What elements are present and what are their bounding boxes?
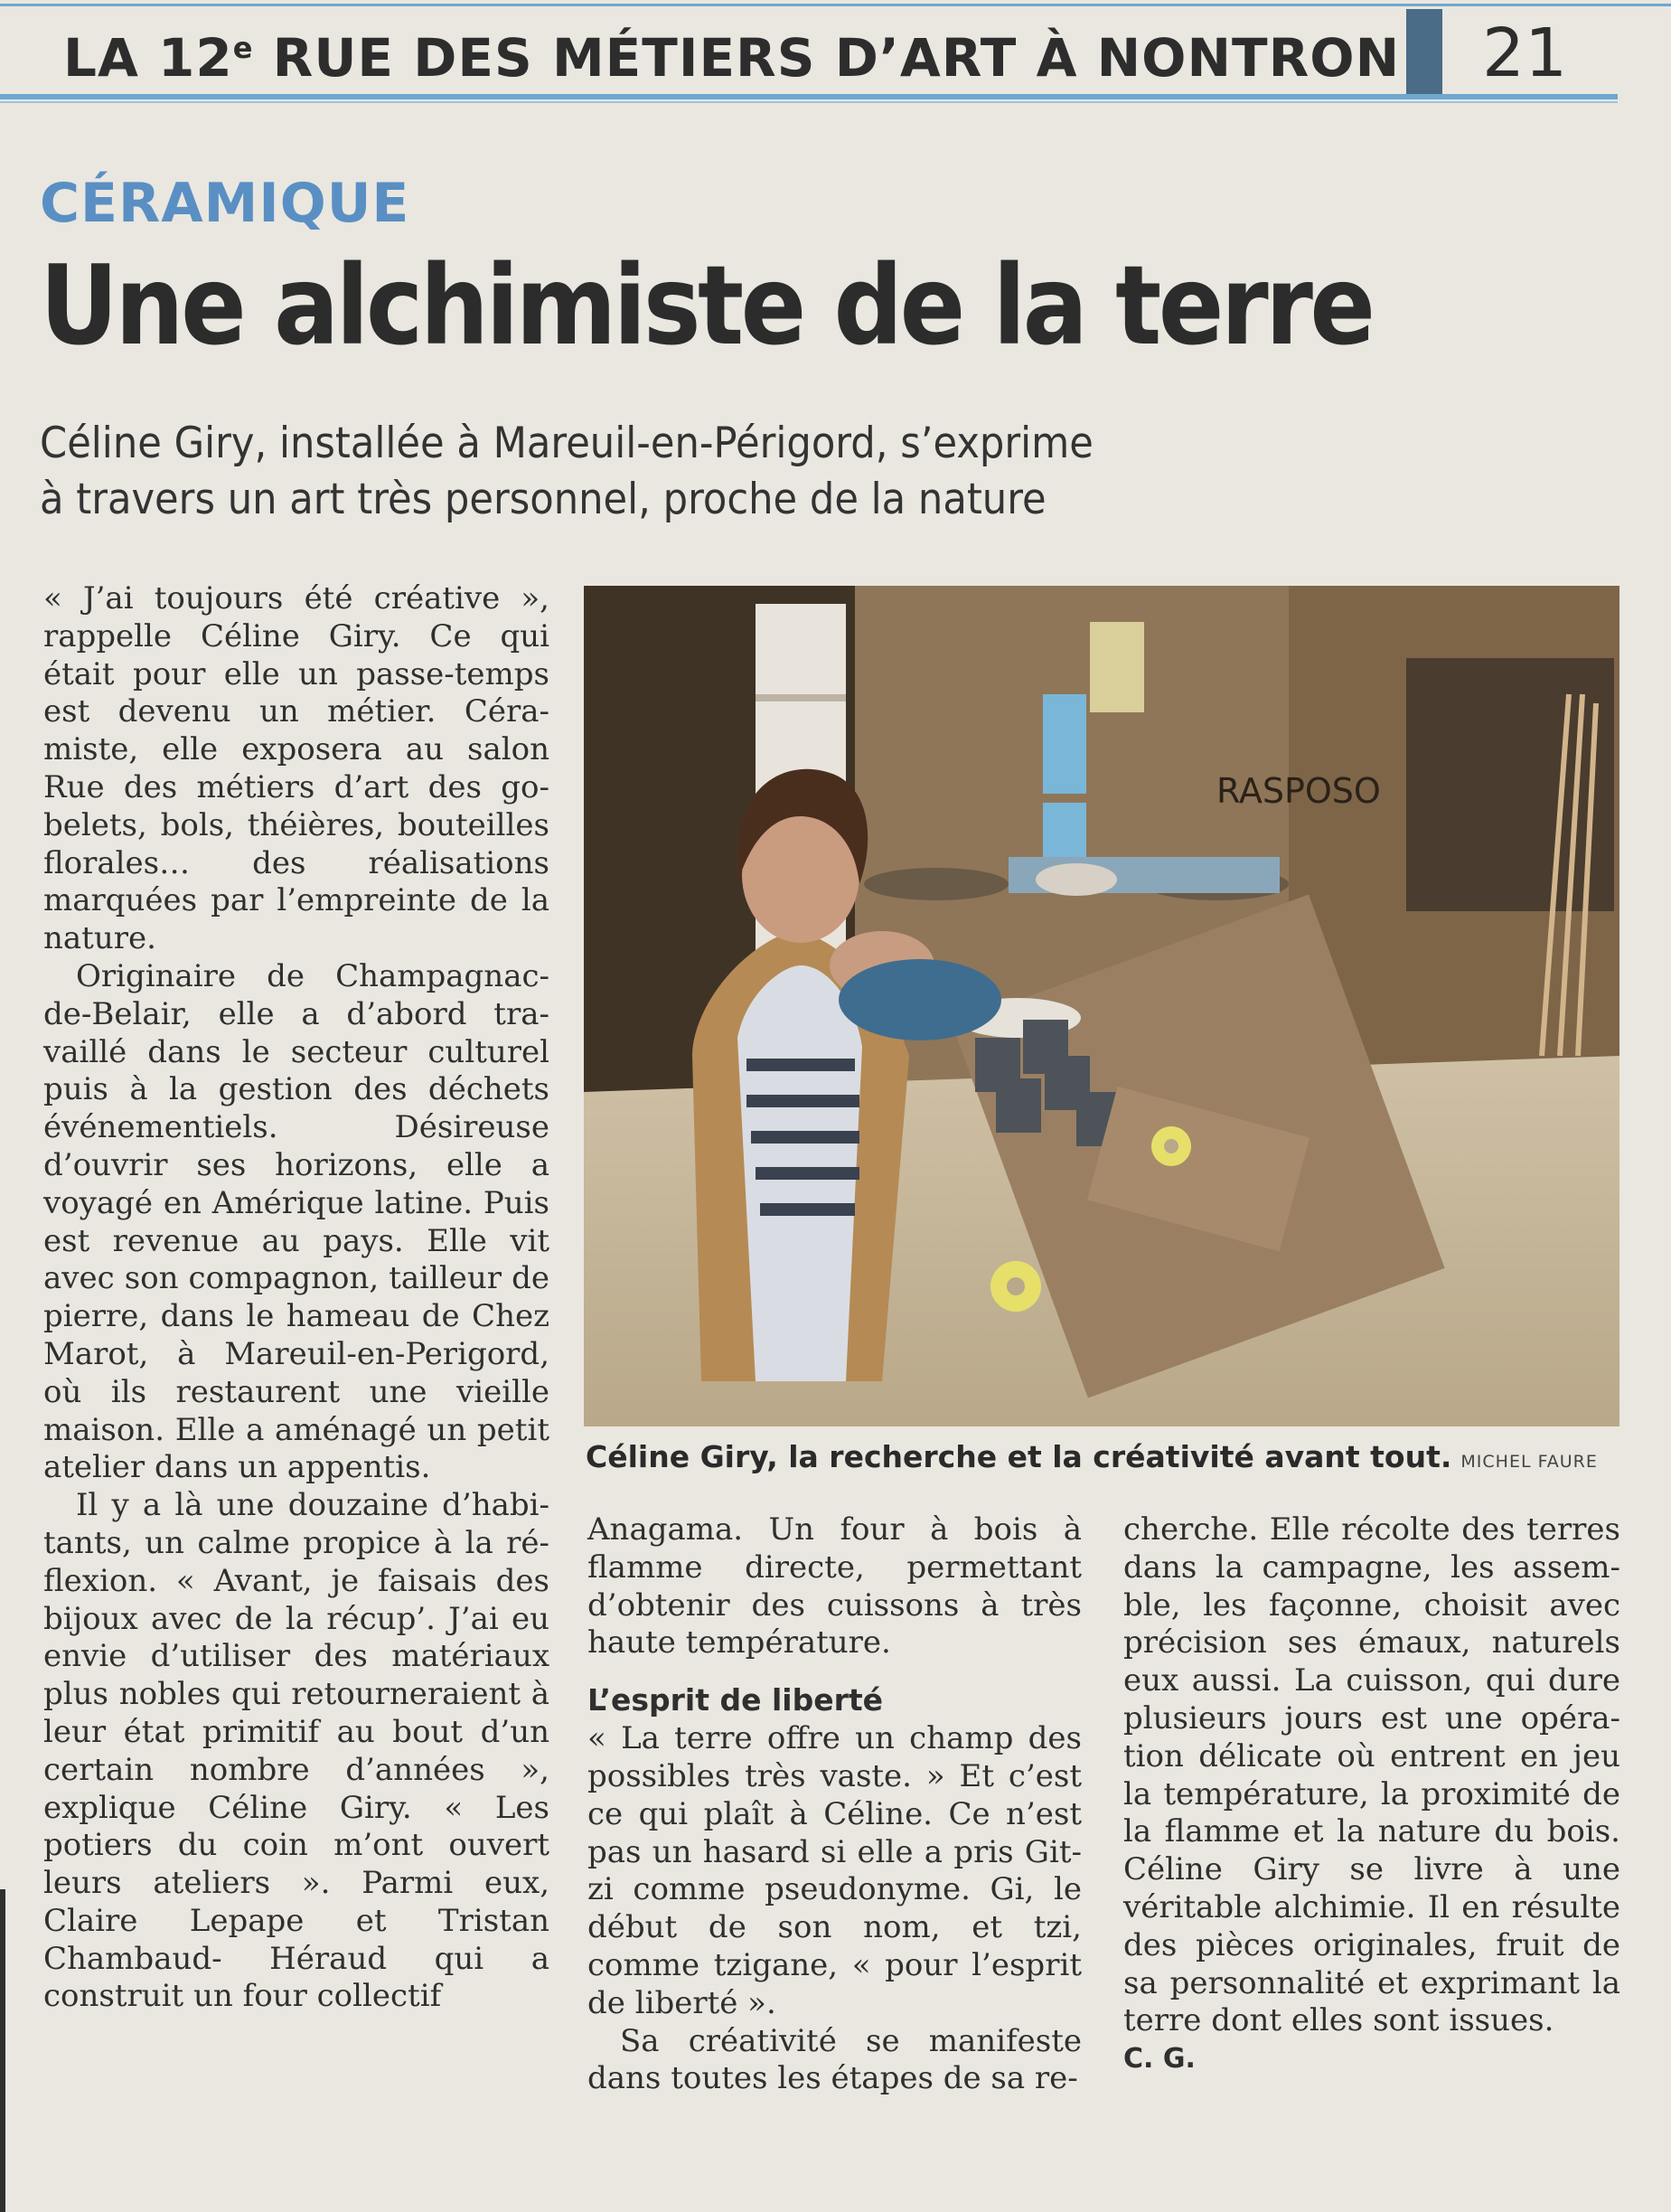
paragraph: Sa créativité se manifeste dans toutes les étapes de sa re- — [587, 2022, 1082, 2097]
article-standfirst — [40, 416, 1121, 528]
photo-credit: MICHEL FAURE — [1460, 1452, 1598, 1472]
photo-caption — [586, 1439, 1621, 1474]
caption-text: Céline Giry, la recherche et la créativité avant tout. — [586, 1439, 1452, 1474]
article-column-1 — [43, 580, 549, 2016]
photo-sign-text: RASPOSO — [1216, 771, 1381, 811]
page-header-title: LA 12e RUE DES MÉTIERS D’ART À NONTRON — [63, 27, 1401, 89]
article-column-3 — [1123, 1511, 1620, 2078]
paragraph: Il y a là une douzaine d’habitants, un calme propice à la réflexion. « Avant, je faisais des bijoux avec de la récup’. J’ai eu envie d’utiliser des matériaux plus nobles qui retourneraient à leur état primitif au bout d’un certain nombre d’années », explique Céline Giry. « Les potiers du coin m’ont ouvert leurs ateliers ». Parmi eux, Claire Lepape et Tristan Chambaud- Héraud qui a construit un four collectif — [43, 1487, 549, 2015]
article-column-2 — [587, 1511, 1082, 2098]
paragraph: cherche. Elle récolte des terres dans la campagne, les assemble, les façonne, choisit avec précision ses émaux, naturels eux aussi. La cuisson, qui dure plusieurs jours est une opération délicate où entrent en jeu la température, la proximité de la flamme et la nature du bois. Céline Giry se livre à une véritable alchimie. Il en résulte des pièces originales, fruit de sa personnalité et exprimant la terre dont elles sont issues. — [1123, 1511, 1620, 2039]
author-signature: C. G. — [1123, 2043, 1196, 2076]
page-number: 21 — [1482, 14, 1568, 92]
top-rule — [0, 4, 1671, 6]
header-rule — [0, 94, 1618, 99]
header-block — [1406, 9, 1442, 96]
paragraph: Originaire de Champagnac-de-Belair, elle a d’abord travaillé dans le secteur culturel puis à la gestion des déchets événementiels. Désireuse d’ouvrir ses horizons, elle a voyagé en Amérique latine. Puis est revenue au pays. Elle vit avec son compagnon, tailleur de pierre, dans le hameau de Chez Marot, à Mareuil-en-Perigord, où ils restaurent une vieille maison. Elle a aménagé un petit atelier dans un appentis. — [43, 957, 549, 1486]
standfirst-line: à travers un art très personnel, proche de la nature — [40, 475, 1047, 524]
section-subhead: L’esprit de liberté — [587, 1682, 884, 1718]
header-rule-secondary — [0, 101, 1618, 103]
article-kicker: CÉRAMIQUE — [40, 172, 410, 235]
paragraph: « La terre offre un champ des possibles très vaste. » Et c’est ce qui plaît à Céline. Ce n’est pas un hasard si elle a pris Gitzi comme pseudonyme. Gi, le début de son nom, et tzi, comme tzigane, « pour l’esprit de liberté ». — [587, 1720, 1082, 2021]
article-photo — [584, 586, 1619, 1426]
article-headline: Une alchimiste de la terre — [40, 242, 1373, 370]
scan-edge — [0, 1889, 5, 2212]
standfirst-line: Céline Giry, installée à Mareuil-en-Périgord, s’exprime — [40, 419, 1094, 468]
paragraph: Anagama. Un four à bois à flamme directe, permettant d’obtenir des cuissons à très haute température. — [587, 1511, 1082, 1661]
paragraph: « J’ai toujours été créative », rappelle Céline Giry. Ce qui était pour elle un passe-temps est devenu un métier. Céramiste, elle exposera au salon Rue des métiers d’art des gobelets, bols, théières, bouteilles florales… des réalisations marquées par l’empreinte de la nature. — [43, 580, 549, 957]
